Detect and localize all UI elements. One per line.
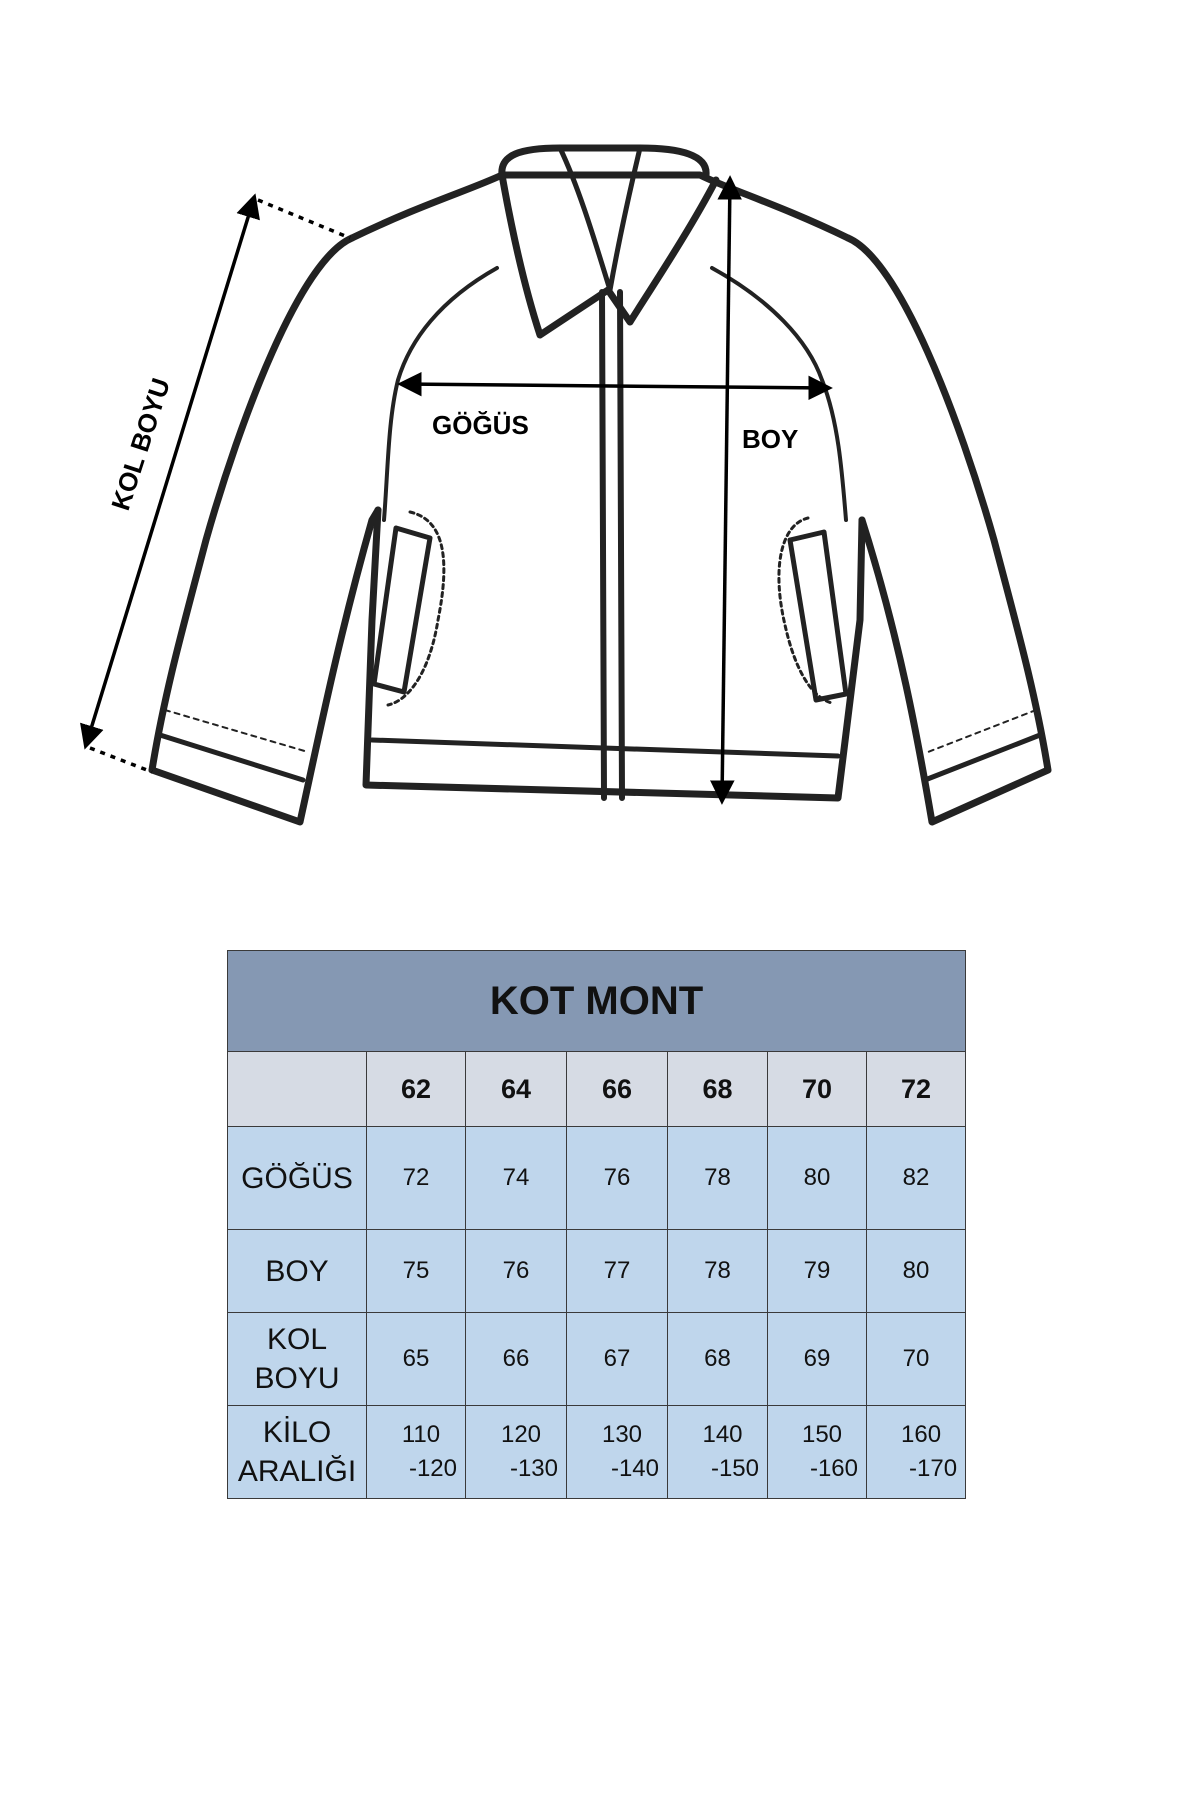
row-label: GÖĞÜS (228, 1127, 367, 1230)
table-row-chest (228, 1127, 966, 1230)
length-label: BOY (742, 424, 799, 454)
sleeve-label: KOL BOYU (105, 374, 176, 514)
weight-range-cell: 110 -120 (367, 1406, 466, 1499)
row-label: KİLO ARALIĞI (228, 1406, 367, 1499)
table-cell: 66 (466, 1313, 567, 1406)
chest-width-arrow (402, 384, 828, 388)
size-header: 62 (367, 1052, 466, 1127)
table-cell: 74 (466, 1127, 567, 1230)
table-cell: 75 (367, 1230, 466, 1313)
row-label: BOY (228, 1230, 367, 1313)
weight-range-cell: 120 -130 (466, 1406, 567, 1499)
table-row-weight (228, 1406, 966, 1499)
table-row-length (228, 1230, 966, 1313)
table-cell: 80 (768, 1127, 867, 1230)
table-title: KOT MONT (228, 951, 966, 1052)
table-cell: 79 (768, 1230, 867, 1313)
size-header: 68 (668, 1052, 768, 1127)
corner-cell (228, 1052, 367, 1127)
chest-label: GÖĞÜS (432, 410, 529, 440)
table-cell: 68 (668, 1313, 768, 1406)
weight-range-cell: 160 -170 (867, 1406, 966, 1499)
table-cell: 78 (668, 1230, 768, 1313)
size-header: 70 (768, 1052, 867, 1127)
table-cell: 69 (768, 1313, 867, 1406)
size-header: 64 (466, 1052, 567, 1127)
weight-range-cell: 130 -140 (567, 1406, 668, 1499)
size-header: 66 (567, 1052, 668, 1127)
table-cell: 82 (867, 1127, 966, 1230)
table-cell: 78 (668, 1127, 768, 1230)
table-cell: 67 (567, 1313, 668, 1406)
table-row-sleeve (228, 1313, 966, 1406)
size-chart-table (227, 950, 966, 1499)
row-label: KOL BOYU (228, 1313, 367, 1406)
weight-range-cell: 150 -160 (768, 1406, 867, 1499)
table-cell: 76 (466, 1230, 567, 1313)
weight-range-cell: 140 -150 (668, 1406, 768, 1499)
table-cell: 77 (567, 1230, 668, 1313)
table-cell: 65 (367, 1313, 466, 1406)
table-cell: 70 (867, 1313, 966, 1406)
size-header-row (228, 1052, 966, 1127)
table-cell: 76 (567, 1127, 668, 1230)
table-cell: 72 (367, 1127, 466, 1230)
jacket-outline (152, 148, 1048, 822)
size-header: 72 (867, 1052, 966, 1127)
table-cell: 80 (867, 1230, 966, 1313)
